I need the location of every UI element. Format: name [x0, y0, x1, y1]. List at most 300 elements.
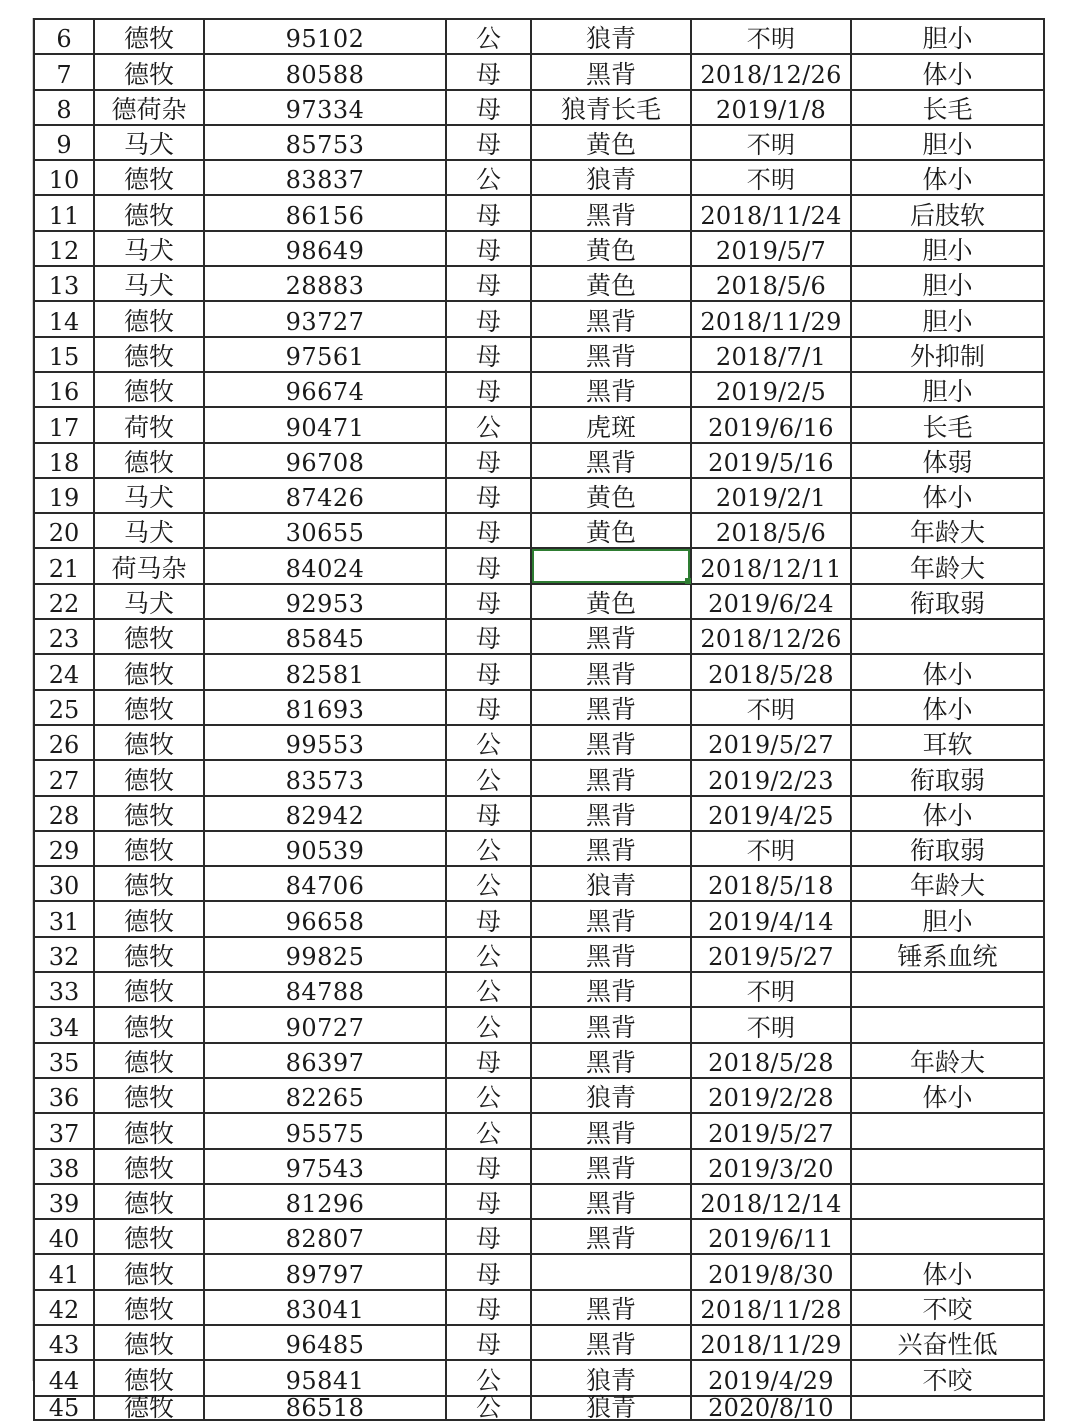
row-number-cell[interactable]: 22 — [34, 584, 94, 619]
dog-id-cell[interactable]: 84706 — [204, 866, 446, 901]
sex-cell[interactable]: 母 — [446, 796, 531, 831]
sex-cell[interactable]: 公 — [446, 937, 531, 972]
table-row — [34, 1043, 1044, 1078]
row-number-cell[interactable]: 30 — [34, 866, 94, 901]
dog-id-cell[interactable]: 86397 — [204, 1043, 446, 1078]
row-number-cell[interactable]: 42 — [34, 1290, 94, 1325]
row-number-cell[interactable]: 44 — [34, 1360, 94, 1395]
dog-id-cell[interactable]: 84024 — [204, 548, 446, 583]
sex-cell[interactable]: 母 — [446, 231, 531, 266]
dog-id-cell[interactable]: 82265 — [204, 1078, 446, 1113]
table-row — [34, 796, 1044, 831]
dog-id-cell[interactable]: 82581 — [204, 654, 446, 689]
sex-cell[interactable]: 母 — [446, 1184, 531, 1219]
breed-cell[interactable]: 德牧 — [94, 654, 204, 689]
date-cell[interactable]: 2019/5/27 — [691, 1113, 851, 1148]
dog-id-cell[interactable]: 99825 — [204, 937, 446, 972]
breed-cell[interactable]: 德牧 — [94, 54, 204, 89]
note-cell[interactable]: 年龄大 — [851, 1043, 1044, 1078]
coat-color-cell[interactable]: 黑背 — [531, 372, 691, 407]
sex-cell[interactable]: 母 — [446, 54, 531, 89]
date-cell[interactable]: 2018/11/24 — [691, 195, 851, 230]
breed-cell[interactable]: 德牧 — [94, 160, 204, 195]
breed-cell[interactable]: 德牧 — [94, 301, 204, 336]
date-cell[interactable]: 2019/5/16 — [691, 443, 851, 478]
coat-color-cell[interactable]: 黑背 — [531, 337, 691, 372]
date-cell[interactable]: 2018/11/28 — [691, 1290, 851, 1325]
note-cell[interactable]: 体小 — [851, 796, 1044, 831]
row-number-cell[interactable]: 13 — [34, 266, 94, 301]
sex-cell[interactable]: 公 — [446, 831, 531, 866]
coat-color-cell[interactable]: 狼青 — [531, 1360, 691, 1395]
note-cell[interactable]: 衔取弱 — [851, 760, 1044, 795]
note-cell[interactable] — [851, 619, 1044, 654]
table-row — [34, 654, 1044, 689]
row-number-cell[interactable]: 26 — [34, 725, 94, 760]
sex-cell[interactable]: 公 — [446, 725, 531, 760]
coat-color-cell[interactable]: 黑背 — [531, 54, 691, 89]
breed-cell[interactable]: 德牧 — [94, 831, 204, 866]
table-row — [34, 195, 1044, 230]
coat-color-cell[interactable]: 黑背 — [531, 1149, 691, 1184]
dog-id-cell[interactable]: 92953 — [204, 584, 446, 619]
sex-cell[interactable]: 母 — [446, 901, 531, 936]
breed-cell[interactable]: 德牧 — [94, 372, 204, 407]
sex-cell[interactable]: 母 — [446, 90, 531, 125]
date-cell[interactable]: 2019/8/30 — [691, 1254, 851, 1289]
table-row — [34, 19, 1044, 54]
date-cell[interactable]: 2018/5/28 — [691, 1043, 851, 1078]
date-cell[interactable]: 2019/6/24 — [691, 584, 851, 619]
date-cell[interactable]: 2019/2/23 — [691, 760, 851, 795]
table-row — [34, 1219, 1044, 1254]
note-cell[interactable]: 胆小 — [851, 125, 1044, 160]
breed-cell[interactable]: 德荷杂 — [94, 90, 204, 125]
selected-cell[interactable] — [531, 548, 691, 583]
sex-cell[interactable]: 公 — [446, 760, 531, 795]
row-number-cell[interactable]: 10 — [34, 160, 94, 195]
dog-id-cell[interactable]: 96708 — [204, 443, 446, 478]
note-cell[interactable]: 胆小 — [851, 19, 1044, 54]
dog-id-cell[interactable]: 85845 — [204, 619, 446, 654]
note-cell[interactable]: 锤系血统 — [851, 937, 1044, 972]
dog-id-cell[interactable]: 28883 — [204, 266, 446, 301]
row-number-cell[interactable]: 39 — [34, 1184, 94, 1219]
sex-cell[interactable]: 母 — [446, 372, 531, 407]
note-cell[interactable]: 衔取弱 — [851, 584, 1044, 619]
breed-cell[interactable]: 荷马杂 — [94, 548, 204, 583]
row-number-cell[interactable]: 40 — [34, 1219, 94, 1254]
sex-cell[interactable]: 公 — [446, 972, 531, 1007]
note-cell[interactable]: 年龄大 — [851, 513, 1044, 548]
breed-cell[interactable]: 德牧 — [94, 195, 204, 230]
table-row — [34, 407, 1044, 442]
date-cell[interactable]: 2020/8/10 — [691, 1396, 851, 1420]
note-cell[interactable] — [851, 1149, 1044, 1184]
coat-color-cell[interactable]: 黑背 — [531, 1007, 691, 1042]
dog-id-cell[interactable]: 30655 — [204, 513, 446, 548]
row-number-cell[interactable]: 31 — [34, 901, 94, 936]
dog-id-cell[interactable]: 82807 — [204, 1219, 446, 1254]
coat-color-cell[interactable]: 黄色 — [531, 478, 691, 513]
coat-color-cell[interactable]: 狼青 — [531, 160, 691, 195]
row-number-cell[interactable]: 33 — [34, 972, 94, 1007]
note-cell[interactable]: 长毛 — [851, 90, 1044, 125]
date-cell[interactable]: 2018/12/26 — [691, 54, 851, 89]
sex-cell[interactable]: 母 — [446, 337, 531, 372]
breed-cell[interactable]: 德牧 — [94, 1007, 204, 1042]
date-cell[interactable]: 2019/5/7 — [691, 231, 851, 266]
dog-id-cell[interactable]: 95102 — [204, 19, 446, 54]
coat-color-cell[interactable]: 黄色 — [531, 584, 691, 619]
sex-cell[interactable]: 母 — [446, 1254, 531, 1289]
dog-id-cell[interactable]: 96674 — [204, 372, 446, 407]
row-number-cell[interactable]: 32 — [34, 937, 94, 972]
note-cell[interactable]: 体小 — [851, 690, 1044, 725]
sex-cell[interactable]: 母 — [446, 1325, 531, 1360]
coat-color-cell[interactable]: 黑背 — [531, 796, 691, 831]
breed-cell[interactable]: 德牧 — [94, 725, 204, 760]
note-cell[interactable]: 年龄大 — [851, 548, 1044, 583]
row-number-cell[interactable]: 24 — [34, 654, 94, 689]
breed-cell[interactable]: 德牧 — [94, 619, 204, 654]
row-number-cell[interactable]: 17 — [34, 407, 94, 442]
table-row — [34, 548, 1044, 583]
date-cell[interactable]: 2018/12/11 — [691, 548, 851, 583]
note-cell[interactable]: 后肢软 — [851, 195, 1044, 230]
breed-cell[interactable]: 德牧 — [94, 690, 204, 725]
breed-cell[interactable]: 德牧 — [94, 1113, 204, 1148]
sex-cell[interactable]: 母 — [446, 1149, 531, 1184]
dog-id-cell[interactable]: 96658 — [204, 901, 446, 936]
date-cell[interactable]: 2019/2/5 — [691, 372, 851, 407]
coat-color-cell[interactable]: 黑背 — [531, 1043, 691, 1078]
sex-cell[interactable]: 公 — [446, 1078, 531, 1113]
breed-cell[interactable]: 德牧 — [94, 1254, 204, 1289]
dog-id-cell[interactable]: 98649 — [204, 231, 446, 266]
coat-color-cell[interactable]: 黄色 — [531, 125, 691, 160]
note-cell[interactable] — [851, 1007, 1044, 1042]
sex-cell[interactable]: 母 — [446, 690, 531, 725]
coat-color-cell[interactable]: 黑背 — [531, 831, 691, 866]
date-cell[interactable]: 2019/4/25 — [691, 796, 851, 831]
row-number-cell[interactable]: 18 — [34, 443, 94, 478]
sex-cell[interactable]: 公 — [446, 19, 531, 54]
date-cell[interactable]: 2019/1/8 — [691, 90, 851, 125]
sex-cell[interactable]: 母 — [446, 443, 531, 478]
dog-id-cell[interactable]: 85753 — [204, 125, 446, 160]
row-number-cell[interactable]: 12 — [34, 231, 94, 266]
sex-cell[interactable]: 公 — [446, 407, 531, 442]
note-cell[interactable]: 不咬 — [851, 1360, 1044, 1395]
breed-cell[interactable]: 德牧 — [94, 972, 204, 1007]
breed-cell[interactable]: 德牧 — [94, 1325, 204, 1360]
dog-id-cell[interactable]: 97543 — [204, 1149, 446, 1184]
coat-color-cell[interactable]: 狼青 — [531, 1078, 691, 1113]
coat-color-cell[interactable]: 黑背 — [531, 301, 691, 336]
date-cell[interactable]: 2018/7/1 — [691, 337, 851, 372]
date-cell[interactable]: 不明 — [691, 125, 851, 160]
table-row — [34, 1254, 1044, 1289]
dog-id-cell[interactable]: 99553 — [204, 725, 446, 760]
dog-id-cell[interactable]: 96485 — [204, 1325, 446, 1360]
note-cell[interactable] — [851, 1184, 1044, 1219]
sex-cell[interactable]: 母 — [446, 125, 531, 160]
date-cell[interactable]: 不明 — [691, 1007, 851, 1042]
date-cell[interactable]: 2019/6/11 — [691, 1219, 851, 1254]
table-row — [34, 619, 1044, 654]
breed-cell[interactable]: 马犬 — [94, 478, 204, 513]
table-row — [34, 160, 1044, 195]
breed-cell[interactable]: 德牧 — [94, 937, 204, 972]
table-row — [34, 1184, 1044, 1219]
breed-cell[interactable]: 马犬 — [94, 125, 204, 160]
coat-color-cell[interactable]: 黑背 — [531, 195, 691, 230]
row-number-cell[interactable]: 29 — [34, 831, 94, 866]
row-number-cell[interactable]: 28 — [34, 796, 94, 831]
dog-id-cell[interactable]: 90471 — [204, 407, 446, 442]
breed-cell[interactable]: 德牧 — [94, 19, 204, 54]
date-cell[interactable]: 不明 — [691, 690, 851, 725]
note-cell[interactable]: 兴奋性低 — [851, 1325, 1044, 1360]
coat-color-cell[interactable]: 狼青 — [531, 1396, 691, 1420]
dog-id-cell[interactable]: 90727 — [204, 1007, 446, 1042]
table-row — [34, 337, 1044, 372]
sex-cell[interactable]: 母 — [446, 478, 531, 513]
breed-cell[interactable]: 德牧 — [94, 1184, 204, 1219]
note-cell[interactable]: 衔取弱 — [851, 831, 1044, 866]
dog-id-cell[interactable]: 83837 — [204, 160, 446, 195]
row-number-cell[interactable]: 36 — [34, 1078, 94, 1113]
date-cell[interactable]: 2018/11/29 — [691, 301, 851, 336]
breed-cell[interactable]: 德牧 — [94, 1078, 204, 1113]
row-number-cell[interactable]: 14 — [34, 301, 94, 336]
row-number-cell[interactable]: 23 — [34, 619, 94, 654]
coat-color-cell[interactable]: 黑背 — [531, 901, 691, 936]
row-number-cell[interactable]: 7 — [34, 54, 94, 89]
row-number-cell[interactable]: 19 — [34, 478, 94, 513]
note-cell[interactable]: 胆小 — [851, 901, 1044, 936]
row-number-cell[interactable]: 20 — [34, 513, 94, 548]
sex-cell[interactable]: 母 — [446, 619, 531, 654]
sex-cell[interactable]: 母 — [446, 548, 531, 583]
note-cell[interactable]: 体小 — [851, 654, 1044, 689]
date-cell[interactable]: 2019/5/27 — [691, 937, 851, 972]
breed-cell[interactable]: 德牧 — [94, 1360, 204, 1395]
row-number-cell[interactable]: 43 — [34, 1325, 94, 1360]
dog-id-cell[interactable]: 84788 — [204, 972, 446, 1007]
sex-cell[interactable]: 母 — [446, 654, 531, 689]
coat-color-cell[interactable]: 黑背 — [531, 443, 691, 478]
dog-id-cell[interactable]: 81296 — [204, 1184, 446, 1219]
note-cell[interactable]: 胆小 — [851, 231, 1044, 266]
row-number-cell[interactable]: 25 — [34, 690, 94, 725]
row-number-cell[interactable]: 6 — [34, 19, 94, 54]
coat-color-cell[interactable]: 黄色 — [531, 513, 691, 548]
sex-cell[interactable]: 母 — [446, 1219, 531, 1254]
date-cell[interactable]: 2018/5/6 — [691, 513, 851, 548]
note-cell[interactable] — [851, 972, 1044, 1007]
date-cell[interactable]: 2019/5/27 — [691, 725, 851, 760]
sex-cell[interactable]: 母 — [446, 195, 531, 230]
sex-cell[interactable]: 母 — [446, 266, 531, 301]
date-cell[interactable]: 不明 — [691, 160, 851, 195]
coat-color-cell[interactable]: 黄色 — [531, 266, 691, 301]
date-cell[interactable]: 2019/4/14 — [691, 901, 851, 936]
coat-color-cell[interactable]: 黑背 — [531, 1290, 691, 1325]
breed-cell[interactable]: 德牧 — [94, 1219, 204, 1254]
dog-id-cell[interactable]: 95841 — [204, 1360, 446, 1395]
note-cell[interactable]: 外抑制 — [851, 337, 1044, 372]
dog-id-cell[interactable]: 93727 — [204, 301, 446, 336]
dog-id-cell[interactable]: 80588 — [204, 54, 446, 89]
table-row — [34, 831, 1044, 866]
sex-cell[interactable]: 公 — [446, 1396, 531, 1420]
date-cell[interactable]: 2019/4/29 — [691, 1360, 851, 1395]
sex-cell[interactable]: 母 — [446, 1043, 531, 1078]
date-cell[interactable]: 2018/12/14 — [691, 1184, 851, 1219]
breed-cell[interactable]: 德牧 — [94, 760, 204, 795]
coat-color-cell[interactable]: 黑背 — [531, 690, 691, 725]
row-number-cell[interactable]: 9 — [34, 125, 94, 160]
dog-id-cell[interactable]: 90539 — [204, 831, 446, 866]
sex-cell[interactable]: 公 — [446, 1360, 531, 1395]
sex-cell[interactable]: 公 — [446, 1007, 531, 1042]
breed-cell[interactable]: 马犬 — [94, 584, 204, 619]
date-cell[interactable]: 不明 — [691, 19, 851, 54]
coat-color-cell[interactable]: 黑背 — [531, 654, 691, 689]
coat-color-cell[interactable]: 黑背 — [531, 619, 691, 654]
table-row — [34, 1078, 1044, 1113]
coat-color-cell[interactable]: 黑背 — [531, 937, 691, 972]
note-cell[interactable] — [851, 1113, 1044, 1148]
date-cell[interactable]: 不明 — [691, 972, 851, 1007]
row-number-cell[interactable]: 11 — [34, 195, 94, 230]
breed-cell[interactable]: 荷牧 — [94, 407, 204, 442]
dog-id-cell[interactable]: 97334 — [204, 90, 446, 125]
note-cell[interactable]: 长毛 — [851, 407, 1044, 442]
table-row — [34, 760, 1044, 795]
table-row — [34, 690, 1044, 725]
coat-color-cell[interactable]: 黑背 — [531, 1184, 691, 1219]
dog-id-cell[interactable]: 89797 — [204, 1254, 446, 1289]
note-cell[interactable] — [851, 1396, 1044, 1420]
row-number-cell[interactable]: 37 — [34, 1113, 94, 1148]
breed-cell[interactable]: 德牧 — [94, 337, 204, 372]
row-number-cell[interactable]: 21 — [34, 548, 94, 583]
date-cell[interactable]: 2018/5/18 — [691, 866, 851, 901]
sex-cell[interactable]: 母 — [446, 1290, 531, 1325]
coat-color-cell[interactable]: 黑背 — [531, 972, 691, 1007]
coat-color-cell[interactable]: 狼青长毛 — [531, 90, 691, 125]
note-cell[interactable]: 体弱 — [851, 443, 1044, 478]
fill-handle[interactable] — [685, 578, 691, 584]
dog-id-cell[interactable]: 82942 — [204, 796, 446, 831]
breed-cell[interactable]: 德牧 — [94, 1396, 204, 1420]
coat-color-cell[interactable]: 黑背 — [531, 760, 691, 795]
sex-cell[interactable]: 公 — [446, 1113, 531, 1148]
note-cell[interactable]: 胆小 — [851, 301, 1044, 336]
row-number-cell[interactable]: 34 — [34, 1007, 94, 1042]
row-number-cell[interactable]: 15 — [34, 337, 94, 372]
dog-id-cell[interactable]: 97561 — [204, 337, 446, 372]
note-cell[interactable]: 体小 — [851, 1254, 1044, 1289]
coat-color-cell[interactable]: 虎斑 — [531, 407, 691, 442]
coat-color-cell[interactable]: 黑背 — [531, 725, 691, 760]
dog-id-cell[interactable]: 83573 — [204, 760, 446, 795]
coat-color-cell[interactable]: 黑背 — [531, 1113, 691, 1148]
dog-id-cell[interactable]: 86156 — [204, 195, 446, 230]
note-cell[interactable]: 体小 — [851, 1078, 1044, 1113]
row-number-cell[interactable]: 38 — [34, 1149, 94, 1184]
note-cell[interactable]: 年龄大 — [851, 866, 1044, 901]
sex-cell[interactable]: 母 — [446, 301, 531, 336]
row-number-cell[interactable]: 45 — [34, 1396, 94, 1420]
breed-cell[interactable]: 德牧 — [94, 1149, 204, 1184]
date-cell[interactable]: 2019/6/16 — [691, 407, 851, 442]
coat-color-cell[interactable]: 黑背 — [531, 1219, 691, 1254]
table-row — [34, 1396, 1044, 1420]
sex-cell[interactable]: 公 — [446, 160, 531, 195]
note-cell[interactable]: 体小 — [851, 478, 1044, 513]
breed-cell[interactable]: 马犬 — [94, 266, 204, 301]
dog-id-cell[interactable]: 86518 — [204, 1396, 446, 1420]
sex-cell[interactable]: 公 — [446, 866, 531, 901]
breed-cell[interactable]: 德牧 — [94, 796, 204, 831]
date-cell[interactable]: 2018/5/6 — [691, 266, 851, 301]
date-cell[interactable]: 2019/3/20 — [691, 1149, 851, 1184]
note-cell[interactable]: 胆小 — [851, 372, 1044, 407]
breed-cell[interactable]: 德牧 — [94, 1290, 204, 1325]
breed-cell[interactable]: 马犬 — [94, 513, 204, 548]
breed-cell[interactable]: 德牧 — [94, 866, 204, 901]
breed-cell[interactable]: 德牧 — [94, 443, 204, 478]
date-cell[interactable]: 2019/2/28 — [691, 1078, 851, 1113]
date-cell[interactable]: 2019/2/1 — [691, 478, 851, 513]
breed-cell[interactable]: 德牧 — [94, 901, 204, 936]
table-row — [34, 1007, 1044, 1042]
dog-id-cell[interactable]: 83041 — [204, 1290, 446, 1325]
note-cell[interactable]: 胆小 — [851, 266, 1044, 301]
note-cell[interactable]: 体小 — [851, 160, 1044, 195]
row-number-cell[interactable]: 41 — [34, 1254, 94, 1289]
date-cell[interactable]: 不明 — [691, 831, 851, 866]
coat-color-cell[interactable]: 狼青 — [531, 866, 691, 901]
row-number-cell[interactable]: 8 — [34, 90, 94, 125]
row-number-cell[interactable]: 27 — [34, 760, 94, 795]
date-cell[interactable]: 2018/12/26 — [691, 619, 851, 654]
note-cell[interactable]: 耳软 — [851, 725, 1044, 760]
date-cell[interactable]: 2018/11/29 — [691, 1325, 851, 1360]
note-cell[interactable] — [851, 1219, 1044, 1254]
note-cell[interactable]: 体小 — [851, 54, 1044, 89]
coat-color-cell[interactable]: 狼青 — [531, 19, 691, 54]
dog-id-cell[interactable]: 95575 — [204, 1113, 446, 1148]
coat-color-cell[interactable]: 黄色 — [531, 231, 691, 266]
date-cell[interactable]: 2018/5/28 — [691, 654, 851, 689]
sex-cell[interactable]: 母 — [446, 584, 531, 619]
sex-cell[interactable]: 母 — [446, 513, 531, 548]
dog-id-cell[interactable]: 87426 — [204, 478, 446, 513]
row-number-cell[interactable]: 16 — [34, 372, 94, 407]
coat-color-cell[interactable]: 黑背 — [531, 1325, 691, 1360]
row-number-cell[interactable]: 35 — [34, 1043, 94, 1078]
breed-cell[interactable]: 德牧 — [94, 1043, 204, 1078]
note-cell[interactable]: 不咬 — [851, 1290, 1044, 1325]
coat-color-cell[interactable] — [531, 1254, 691, 1289]
breed-cell[interactable]: 马犬 — [94, 231, 204, 266]
dog-id-cell[interactable]: 81693 — [204, 690, 446, 725]
